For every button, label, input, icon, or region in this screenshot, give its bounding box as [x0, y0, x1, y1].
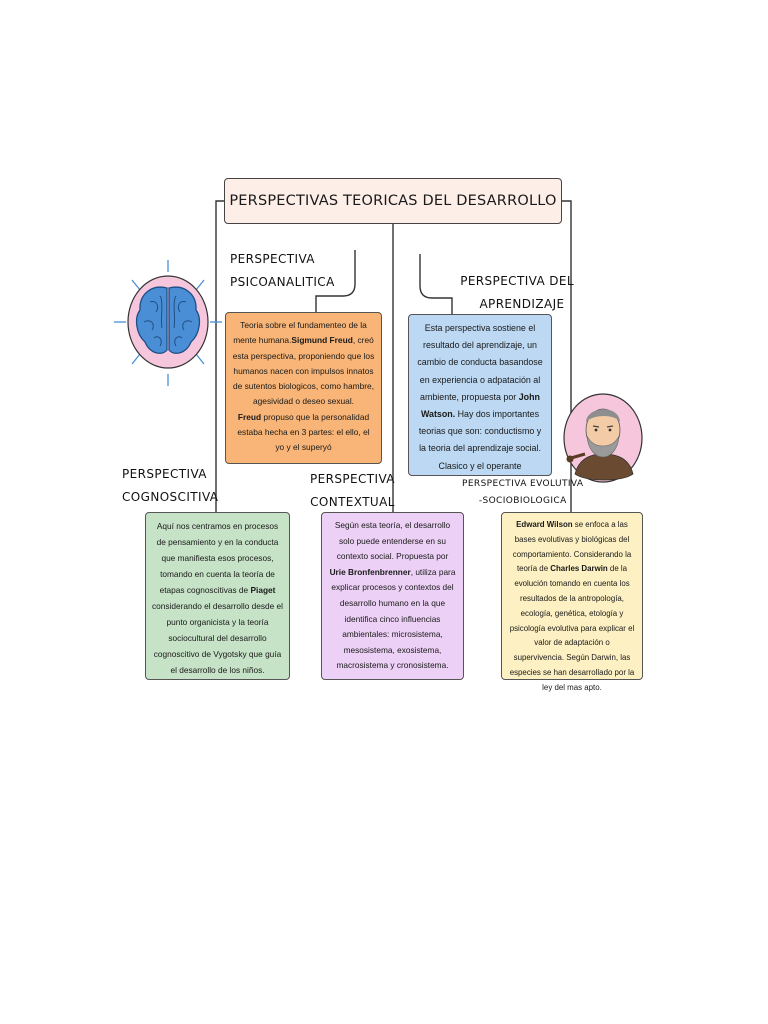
box-text-bold: Charles Darwin	[550, 564, 608, 574]
box-text: de la evolución tomando en cuenta los resultados de la antropología, ecología, genética, etología y psicología evolutiva para explicar el valor de adaptación o supervivencia. Según Darwin, las especies se han desarrollado por la ley del mas apto.	[509, 564, 635, 692]
box-text-bold: Edward Wilson	[516, 520, 573, 529]
box-text: propuso que la personalidad estaba hecha en 3 partes: el ello, el yo y el superyó	[237, 411, 370, 453]
label-line: PERSPECTIVA DEL	[460, 274, 574, 288]
label-line: PERSPECTIVA	[122, 467, 207, 481]
label-contextual	[310, 468, 395, 514]
label-line: CONTEXTUAL	[310, 495, 395, 509]
box-text: Según esta teoría, el desarrollo solo puede entenderse en su contexto social. Propuesta por	[334, 520, 451, 562]
label-line: PERSPECTIVA	[230, 252, 315, 266]
label-line: APRENDIZAJE	[479, 297, 565, 311]
box-evolutiva	[501, 512, 643, 692]
box-text: Aquí nos centramos en procesos de pensamiento y en la conducta que manifiesta esos procesos, tomando en cuenta la teoría de etapas cognoscitivas de	[156, 521, 279, 595]
box-text: Hay dos importantes teorias que son: conductismo y la teoria del aprendizaje social. Clasico y el operante	[418, 409, 542, 471]
label-line: -SOCIOBIOLOGICA	[478, 496, 567, 506]
box-text: Esta perspectiva sostiene el resultado del aprendizaje, un cambio de conducta basandose en experiencia o adpatación al ambiente, propuesta por	[417, 323, 543, 402]
label-line: PERSPECTIVA	[310, 472, 395, 486]
brain-icon	[112, 258, 224, 388]
box-text-bold: Sigmund Freud	[291, 335, 353, 346]
label-line: COGNOSCITIVA	[122, 490, 219, 504]
box-text: se enfoca a las bases evolutivas y biológicas del comportamiento. Considerando la teoría de	[512, 520, 632, 574]
box-text: , creó esta perspectiva, proponiendo que los humanos nacen con impulsos innatos de sutentos biologicos, como hambre, agesividad o deseo sexual.	[232, 335, 375, 407]
box-text: , utiliza para explicar procesos y contextos del desarrollo humano en la que identifica cinco influencias ambientales: microsistema, mesosistema, exosistema, macrosistema y cronosistema.	[331, 566, 456, 671]
box-text-bold: Freud	[237, 411, 262, 422]
box-psicoanalitica	[225, 312, 382, 464]
box-cognoscitiva	[145, 512, 290, 680]
box-text-bold: John Watson.	[420, 391, 540, 420]
box-aprendizaje	[408, 314, 552, 476]
label-psicoanalitica	[230, 248, 335, 294]
label-aprendizaje	[460, 270, 574, 316]
box-text: considerando el desarrollo desde el punto organicista y la teoría sociocultural del desarrollo cognoscitivo de Vygotsky que guía el desarrollo de los niños.	[152, 601, 283, 675]
box-text-bold: Urie Bronfenbrenner	[329, 566, 411, 577]
box-text: Teoria sobre el fundamenteo de la mente humana.	[233, 320, 367, 346]
label-line: PSICOANALITICA	[230, 275, 335, 289]
label-cognoscitiva	[122, 463, 218, 509]
label-line: PERSPECTIVA EVOLUTIVA	[462, 479, 584, 489]
box-text-bold: Piaget	[250, 585, 276, 595]
diagram-title: PERSPECTIVAS TEORICAS DEL DESARROLLO	[224, 178, 562, 224]
box-contextual	[321, 512, 464, 680]
darwin-portrait-icon	[561, 388, 645, 484]
